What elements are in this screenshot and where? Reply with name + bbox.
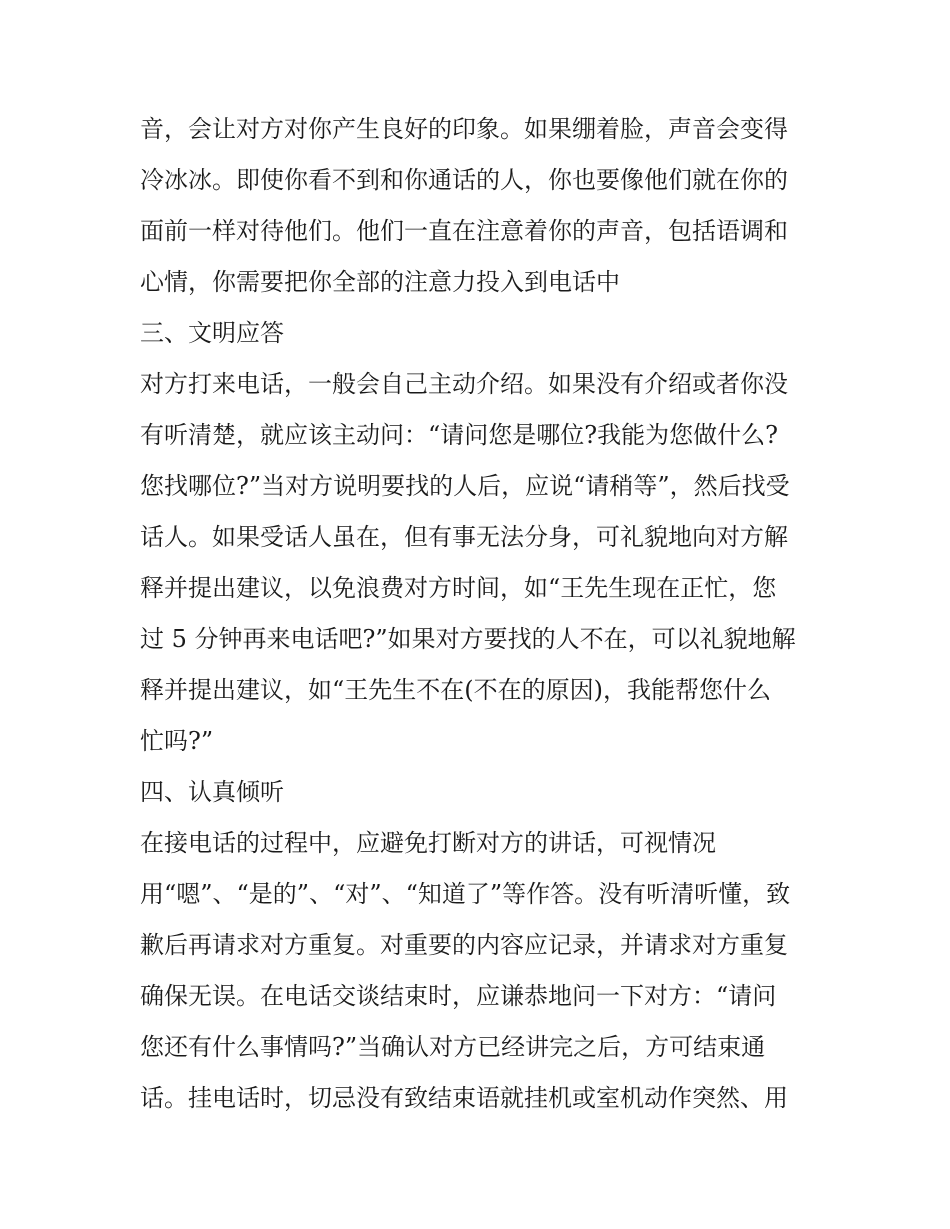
text-line: 确保无误。在电话交谈结束时，应谦恭地问一下对方：“请问 bbox=[140, 982, 777, 1010]
text-line: 话人。如果受话人虽在，但有事无法分身，可礼貌地向对方解 bbox=[140, 523, 788, 551]
text-line: 音，会让对方对你产生良好的印象。如果绷着脸，声音会变得 bbox=[140, 115, 788, 143]
section-heading: 四、认真倾听 bbox=[140, 778, 284, 806]
text-line: 歉后再请求对方重复。对重要的内容应记录，并请求对方重复 bbox=[140, 931, 788, 959]
text-line: 话。挂电话时，切忌没有致结束语就挂机或室机动作突然、用 bbox=[140, 1084, 788, 1112]
text-line: 释并提出建议，如“王先生不在(不在的原因)，我能帮您什么 bbox=[140, 676, 771, 704]
body-text bbox=[140, 104, 820, 1124]
text-line: 释并提出建议，以免浪费对方时间，如“王先生现在正忙，您 bbox=[140, 574, 777, 602]
text-line: 用“嗯”、“是的”、“对”、“知道了”等作答。没有听清听懂，致 bbox=[140, 880, 791, 908]
text-line: 过 5 分钟再来电话吧?”如果对方要找的人不在，可以礼貌地解 bbox=[140, 625, 796, 653]
text-line: 您还有什么事情吗?”当确认对方已经讲完之后，方可结束通 bbox=[140, 1033, 766, 1061]
text-line: 心情，你需要把你全部的注意力投入到电话中 bbox=[140, 268, 620, 296]
text-line: 忙吗?” bbox=[140, 727, 214, 755]
text-line: 有听清楚，就应该主动问：“请问您是哪位?我能为您做什么? bbox=[140, 421, 779, 449]
text-line: 您找哪位?”当对方说明要找的人后，应说“请稍等”，然后找受 bbox=[140, 472, 790, 500]
text-line: 在接电话的过程中，应避免打断对方的讲话，可视情况 bbox=[140, 829, 716, 857]
text-line: 对方打来电话，一般会自己主动介绍。如果没有介绍或者你没 bbox=[140, 370, 788, 398]
text-line: 冷冰冰。即使你看不到和你通话的人，你也要像他们就在你的 bbox=[140, 166, 788, 194]
section-heading: 三、文明应答 bbox=[140, 319, 284, 347]
text-line: 面前一样对待他们。他们一直在注意着你的声音，包括语调和 bbox=[140, 217, 788, 245]
